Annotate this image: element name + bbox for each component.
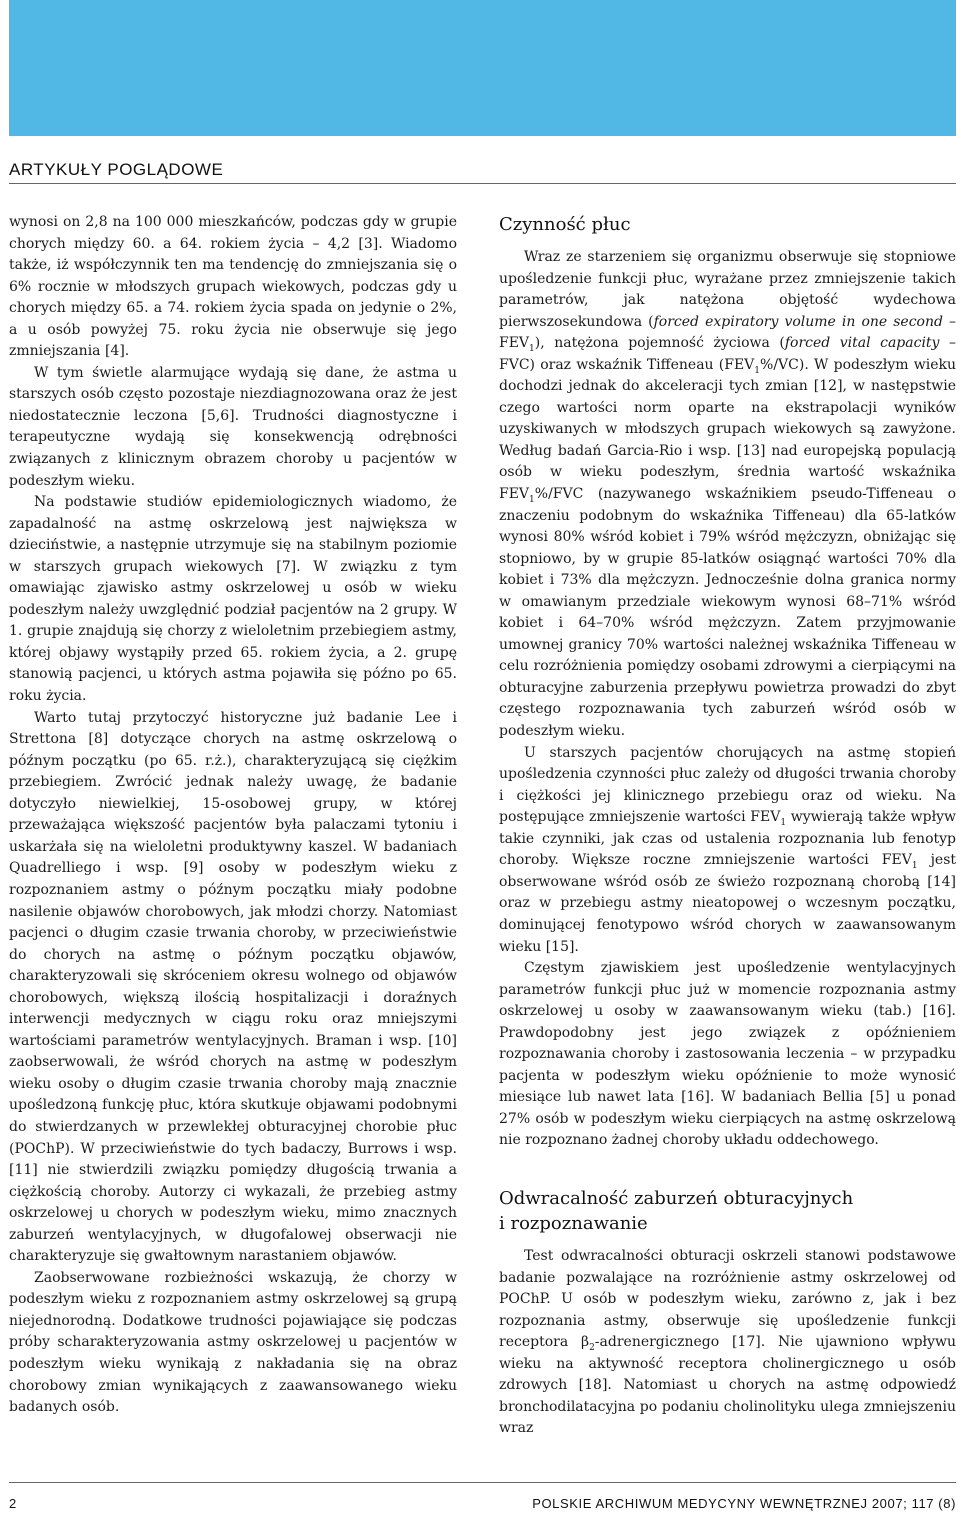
section-label: ARTYKUŁY POGLĄDOWE <box>9 160 224 179</box>
paragraph: Test odwracalności obturacji oskrzeli stanowi podstawowe badanie pozwalające na rozróżnienie astmy oskrzelowej od POChP. U osób w podeszłym wieku, zarówno z, jak i bez rozpoznania astmy, obserwuje się upośledzenie funkcji receptora $\beta_2$-adrenergicznego [17]. Nie ujawniono wpływu wieku na aktywność receptora cholinergicznego u osób zdrowych [18]. Natomiast u chorych na astmę odpowiedź bronchodilatacyjna po podaniu cholinolityku ulega zmniejszeniu wraz <box>499 1247 957 1437</box>
footer-rule <box>9 1482 956 1483</box>
right-column <box>499 212 956 1440</box>
left-column <box>9 212 457 1419</box>
journal-citation: POLSKIE ARCHIWUM MEDYCYNY WEWNĘTRZNEJ 2007; 117 (8) <box>532 1496 956 1511</box>
header-accent-bar <box>9 0 956 136</box>
paragraph: Częstym zjawiskiem jest upośledzenie wentylacyjnych parametrów funkcji płuc już w momencie rozpoznania astmy oskrzelowej u osoby w zaawansowanym wieku (tab.) [16]. Prawdopodobny jest jego związek z opóźnieniem rozpoznawania choroby i zastosowania leczenia – w przypadku pacjenta w podeszłym wieku opóźnienie to może wynosić miesiące lub nawet lata [16]. W badaniach Bellia [5] u ponad 27% osób w podeszłym wieku cierpiących na astmę oskrzelową nie rozpoznano żadnej choroby układu oddechowego. <box>499 960 956 1149</box>
paragraph: wynosi on 2,8 na 100 000 mieszkańców, podczas gdy w grupie chorych między 60. a 64. rokiem życia – 4,2 [3]. Wiadomo także, iż współczynnik ten ma tendencję do zmniejszania się o 6% rocznie w młodszych grupach wiekowych, podczas gdy u chorych między 65. a 74. rokiem życia spada on jedynie o 2%, a u osób powyżej 75. roku życia nie obserwuje się jego zmniejszania [4]. <box>9 214 457 360</box>
paragraph: U starszych pacjentów chorujących na astmę stopień upośledzenia czynności płuc zależy od długości trwania choroby i ciężkości jej klinicznego przebiegu oraz od wieku. Na postępujące zmniejszenie wartości $FEV_1$ wywierają także wpływ takie czynniki, jak czas od ustalenia rozpoznania lub fenotyp choroby. Większe roczne zmniejszenie wartości $FEV_1$ jest obserwowane wśród osób ze świeżo rozpoznaną chorobą [14] oraz w przebiegu astmy nieatopowej o wczesnym początku, dominującej fenotypowo wśród chorych w zaawansowanym wieku [15]. <box>499 744 957 955</box>
section-heading-reversibility: Odwracalność zaburzeń obturacyjnych i rozpoznawanie <box>499 1187 854 1234</box>
header-rule <box>9 183 956 184</box>
paragraph: Na podstawie studiów epidemiologicznych wiadomo, że zapadalność na astmę oskrzelową jest największa w dzieciństwie, a następnie utrzymuje się na stabilnym poziomie w starszych grupach wiekowych [7]. W związku z tym omawiając zjawisko astmy oskrzelowej u osób w wieku podeszłym należy uwzględnić podział pacjentów na 2 grupy. W 1. grupie znajdują się chorzy z wieloletnim przebiegiem astmy, której objawy wystąpiły przed 65. rokiem życia, a 2. grupę stanowią pacjenci, u których astma pojawiła się późno po 65. roku życia. <box>9 494 457 705</box>
paragraph: Zaobserwowane rozbieżności wskazują, że chorzy w podeszłym wieku z rozpoznaniem astmy oskrzelowej są grupą niejednorodną. Dodatkowe trudności pojawiające się podczas próby scharakteryzowania astmy oskrzelowej u pacjentów w podeszłym wieku wynikają z nakładania się na obraz chorobowy zmian wynikających z zaawansowanego wieku badanych osób. <box>9 1269 457 1416</box>
section-heading-lung-function: Czynność płuc <box>499 214 631 235</box>
paragraph: Wraz ze starzeniem się organizmu obserwuje się stopniowe upośledzenie funkcji płuc, wyrażane przez zmniejszenie takich parametrów, jak natężona objętość wydechowa pierwszosekundowa (forced expiratory volume in one second – $FEV_1$), natężona pojemność życiowa (forced vital capacity – FVC) oraz wskaźnik Tiffeneau $(FEV_1\%/VC)$. W podeszłym wieku dochodzi jednak do akceleracji tych zmian [12], w następstwie czego wartości norm oparte na ekstrapolacji wyników uzyskiwanych w młodszych grupach wiekowych są zawyżone. Według badań Garcia-Rio i wsp. [13] nad europejską populacją osób w wieku podeszłym, średnia wartość wskaźnika $FEV_1\%$/FVC (nazywanego wskaźnikiem pseudo-Tiffeneau o znaczeniu podobnym do wskaźnika Tiffeneau) dla 65-latków wynosi 80% wśród kobiet i 79% wśród mężczyzn, obniżając się stopniowo, by w grupie 85-latków osiągnąć wartości 70% dla kobiet i 73% dla mężczyzn. Jednocześnie dolna granica normy w omawianym przedziale wiekowym wynosi 68–71% wśród kobiet i 64–70% wśród mężczyzn. Zatem przyjmowanie umownej granicy 70% wartości należnej wskaźnika Tiffeneau w celu rozróżnienia pomiędzy osobami zdrowymi a cierpiącymi na obturacyjne zaburzenia przepływu powietrza prowadzi do zbyt częstego rozpoznawania tych zaburzeń wśród osób w podeszłym wieku. <box>499 249 957 740</box>
paragraph: W tym świetle alarmujące wydają się dane, że astma u starszych osób często pozostaje niezdiagnozowana oraz że jest niedostatecznie leczona [5,6]. Trudności diagnostyczne i terapeutyczne wydają się konsekwencją odrębności związanych z klinicznym obrazem choroby u pacjentów w podeszłym wieku. <box>9 364 457 489</box>
paragraph: Warto tutaj przytoczyć historyczne już badanie Lee i Strettona [8] dotyczące chorych na astmę oskrzelową o późnym początku (po 65. r.ż.), charakteryzującą się ciężkim przebiegiem. Zwrócić jednak należy uwagę, że badanie dotyczyło niewielkiej, 15-osobowej grupy, w której przeważająca większość pacjentów była palaczami tytoniu i uskarżała się na wieloletni produktywny kaszel. W badaniach Quadrelliego i wsp. [9] osoby w podeszłym wieku z rozpoznaniem astmy o późnym początku miały podobne nasilenie objawów chorobowych, jak młodzi chorzy. Natomiast pacjenci o długim czasie trwania choroby, w przeciwieństwie do chorych na astmę o późnym początku objawów, charakteryzowali się skróceniem okresu wolnego od objawów chorobowych, większą ilością hospitalizacji i doraźnych interwencji medycznych w ciągu roku oraz mniejszymi wartościami parametrów wentylacyjnych. Braman i wsp. [10] zaobserwowali, że wśród chorych na astmę w podeszłym wieku osoby o długim czasie trwania choroby mają znacznie upośledzoną funkcję płuc, która skutkuje objawami podobnymi do stwierdzanych w przewlekłej obturacyjnej chorobie płuc (POChP). W przeciwieństwie do tych badaczy, Burrows i wsp. [11] nie stwierdzili związku pomiędzy długością trwania a ciężkością choroby. Autorzy ci wykazali, że przebieg astmy oskrzelowej u chorych w podeszłym wieku, mimo znacznych zaburzeń wentylacyjnych, w długofalowej obserwacji nie charakteryzuje się gwałtownym narastaniem objawów. <box>9 709 457 1265</box>
page-number: 2 <box>9 1496 17 1511</box>
